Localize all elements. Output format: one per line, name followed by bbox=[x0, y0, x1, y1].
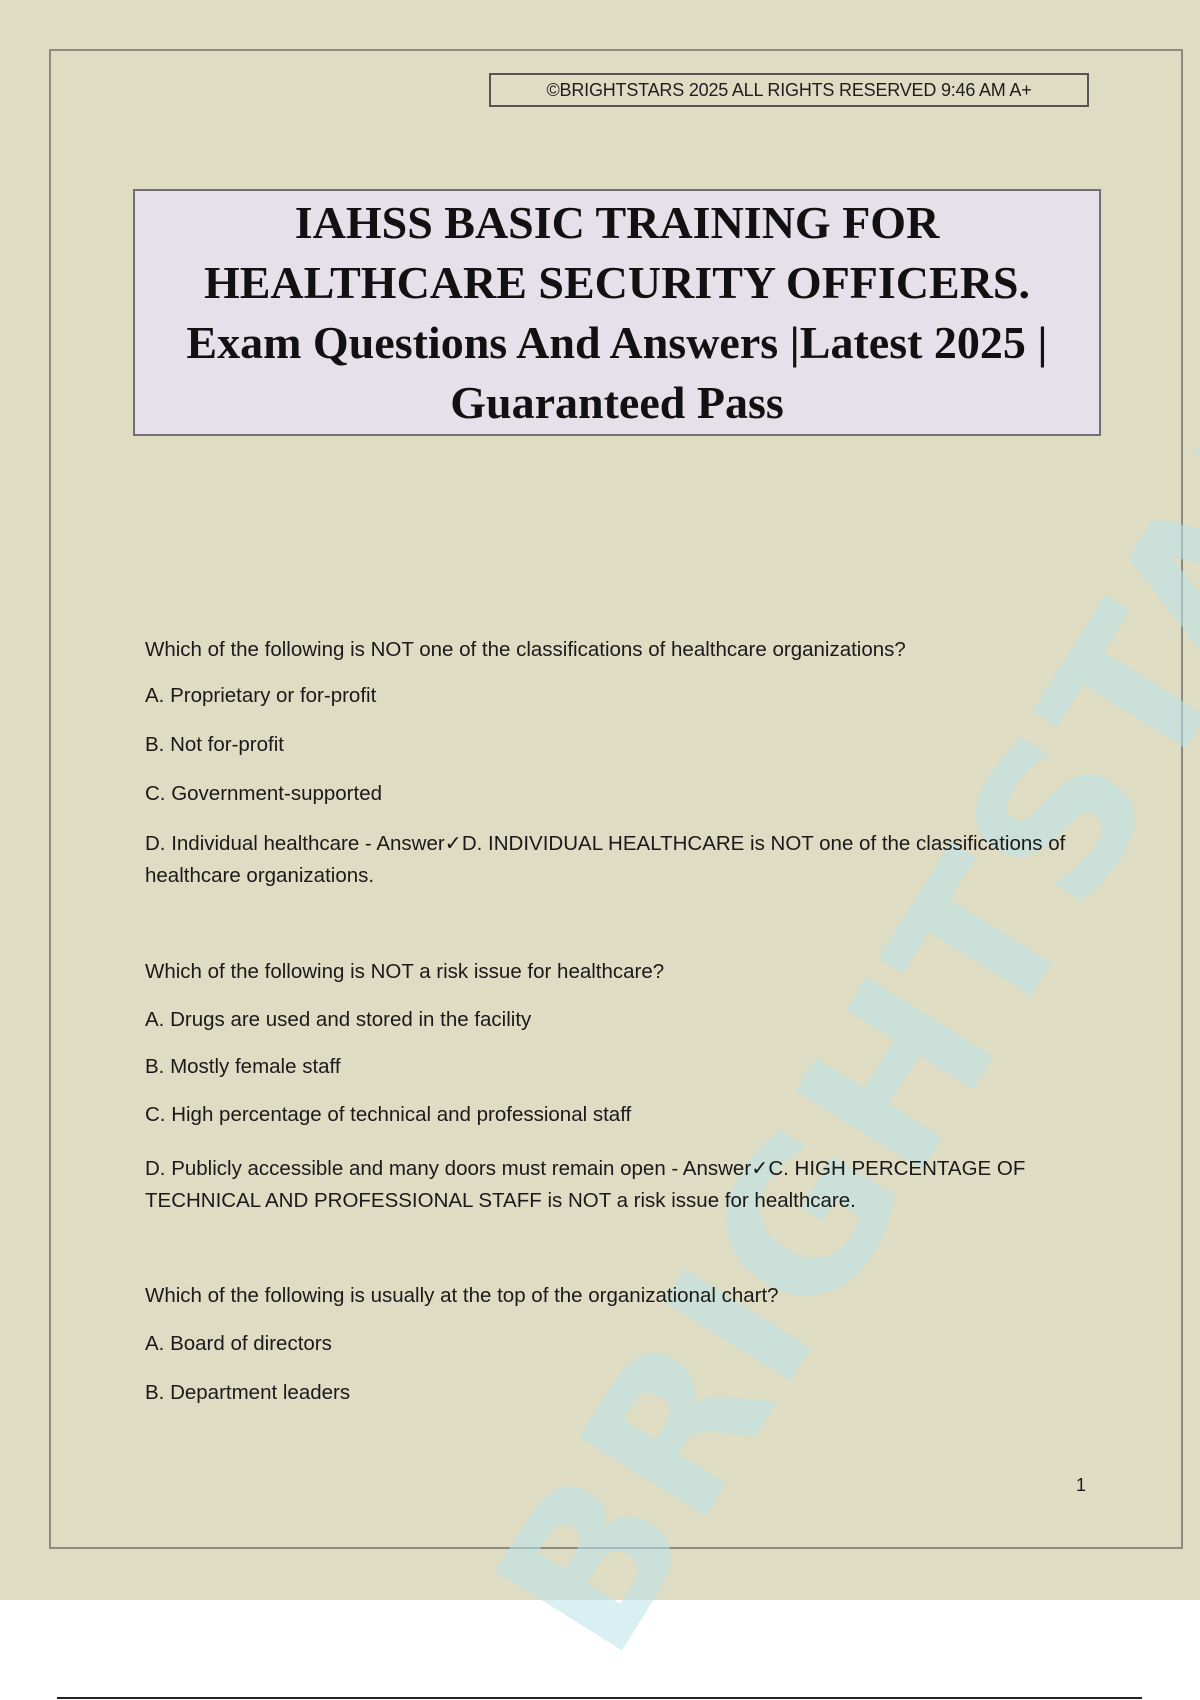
question-1-option-a: A. Proprietary or for-profit bbox=[145, 684, 377, 707]
title-line-4: Guaranteed Pass bbox=[450, 376, 784, 428]
title-line-1: IAHSS BASIC TRAINING FOR bbox=[294, 196, 940, 248]
question-2: Which of the following is NOT a risk issue for healthcare? bbox=[145, 960, 665, 983]
title-line-3: Exam Questions And Answers |Latest 2025 | bbox=[186, 316, 1048, 368]
question-1: Which of the following is NOT one of the classifications of healthcare organizations? bbox=[145, 638, 906, 661]
question-2-option-b: B. Mostly female staff bbox=[145, 1055, 341, 1078]
question-1-option-b: B. Not for-profit bbox=[145, 733, 284, 756]
page-number: 1 bbox=[1076, 1475, 1087, 1495]
question-1-answer: D. Individual healthcare - Answer✓D. INDIVIDUAL HEALTHCARE is NOT one of the classifications of healthcare organizations. bbox=[145, 832, 1066, 887]
question-3: Which of the following is usually at the top of the organizational chart? bbox=[145, 1284, 779, 1307]
document-title bbox=[133, 189, 1101, 436]
question-1-option-c: C. Government-supported bbox=[145, 782, 383, 805]
copyright-notice: ©BRIGHTSTARS 2025 ALL RIGHTS RESERVED 9:46 AM A+ bbox=[489, 73, 1089, 107]
question-3-option-a: A. Board of directors bbox=[145, 1332, 332, 1355]
question-2-option-a: A. Drugs are used and stored in the facility bbox=[145, 1008, 532, 1031]
question-3-option-b: B. Department leaders bbox=[145, 1381, 351, 1404]
question-2-answer: D. Publicly accessible and many doors must remain open - Answer✓C. HIGH PERCENTAGE OF TECHNICAL AND PROFESSIONAL STAFF is NOT a risk issue for healthcare. bbox=[145, 1157, 1026, 1212]
footer-divider bbox=[57, 1697, 1142, 1699]
question-2-option-c: C. High percentage of technical and professional staff bbox=[145, 1103, 632, 1126]
title-line-2: HEALTHCARE SECURITY OFFICERS. bbox=[203, 256, 1031, 308]
